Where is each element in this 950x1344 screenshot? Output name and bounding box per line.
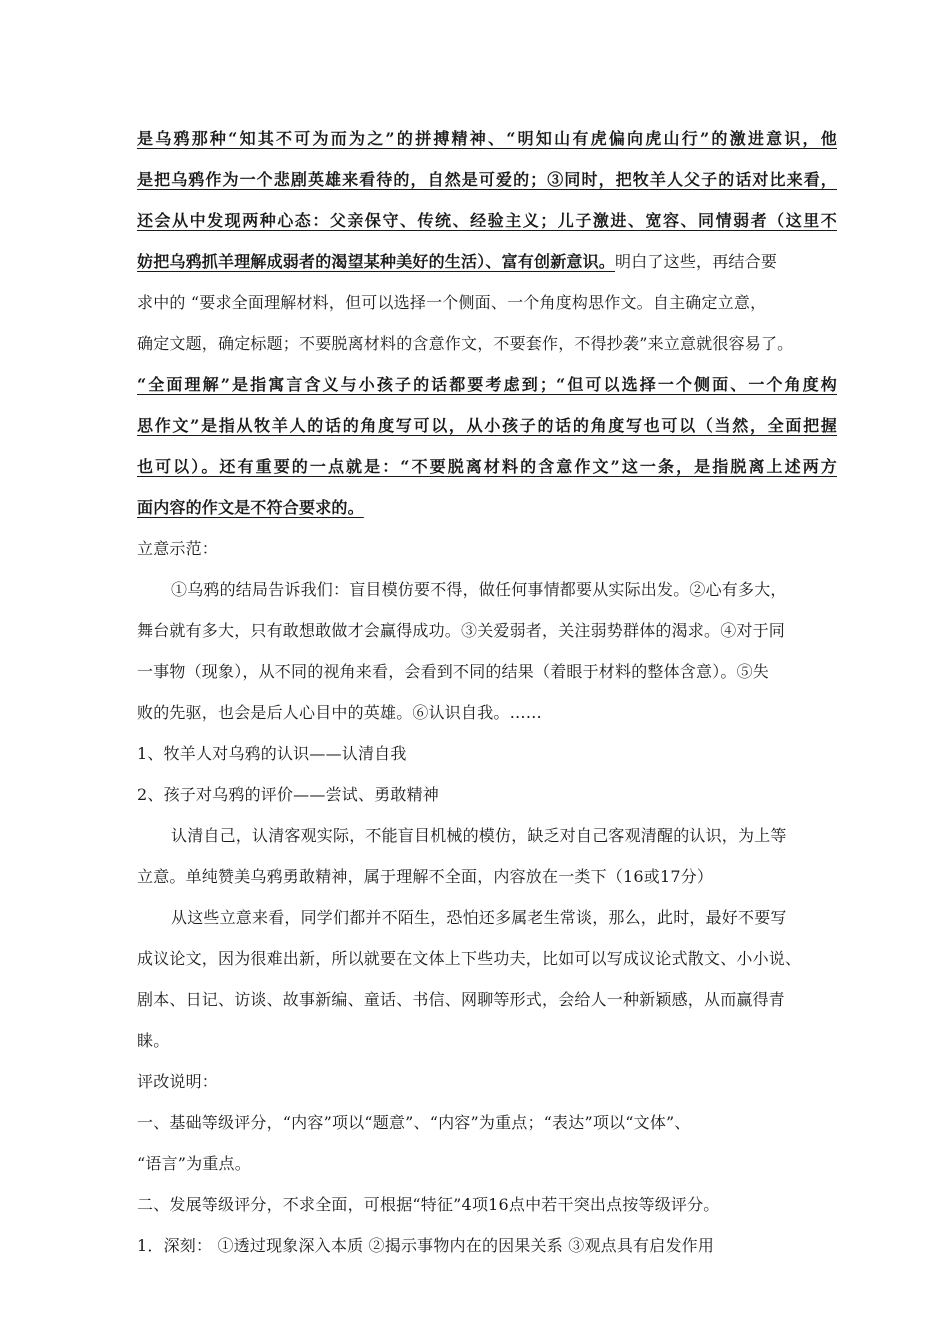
text-line: 败的先驱，也会是后人心目中的英雄。⑥认识自我。…… <box>137 703 543 722</box>
text-line: 面内容的作文是不符合要求的。 <box>137 498 364 517</box>
text-line: 成议论文，因为很难出新，所以就要在文体上下些功夫，比如可以写成议论式散文、小小说、 <box>137 949 802 968</box>
text-line: 是把乌鸦作为一个悲剧英雄来看待的，自然是可爱的；③同时，把牧羊人父子的话对比来看， <box>137 170 837 189</box>
text-line: 一事物（现象），从不同的视角来看，会看到不同的结果（着眼于材料的整体含意）。⑤失 <box>137 662 770 681</box>
analysis-paragraph <box>137 118 837 528</box>
text-line: 妨把乌鸦抓羊理解成弱者的渴望某种美好的生活）、富有创新意识。明白了这些，再结合要 <box>137 252 778 271</box>
text-line: 睐。 <box>137 1031 170 1050</box>
text-line: 求中的 “要求全面理解材料，但可以选择一个侧面、一个角度构思作文。自主确定立意， <box>137 293 767 312</box>
text-line: 也可以）。还有重要的一点就是：“不要脱离材料的含意作文”这一条，是指脱离上述两方 <box>137 457 837 476</box>
text-line: 舞台就有多大，只有敢想敢做才会赢得成功。③关爱弱者，关注弱势群体的渴求。④对于同 <box>137 621 786 640</box>
text-line: ①乌鸦的结局告诉我们：盲目模仿要不得，做任何事情都要从实际出发。②心有多大， <box>171 580 787 599</box>
paragraph-2 <box>137 815 837 897</box>
list <box>137 733 837 815</box>
text-line: 还会从中发现两种心态：父亲保守、传统、经验主义；儿子激进、宽容、同情弱者（这里不 <box>137 211 837 230</box>
section-heading-demo: 立意示范： <box>137 539 219 558</box>
text-line: “全面理解”是指寓言含义与小孩子的话都要考虑到；“但可以选择一个侧面、一个角度构 <box>137 375 837 394</box>
grading-paragraph <box>137 1102 837 1266</box>
text-line: 是乌鸦那种“知其不可为而为之”的拼搏精神、“明知山有虎偏向虎山行”的激进意识，他 <box>137 129 837 148</box>
text-line: 剧本、日记、访谈、故事新编、童话、书信、网聊等形式，会给人一种新颖感，从而赢得青 <box>137 990 786 1009</box>
text-line: 思作文”是指从牧羊人的话的角度写可以，从小孩子的话的角度写也可以（当然，全面把握 <box>137 416 837 435</box>
text-line: 立意。单纯赞美乌鸦勇敢精神，属于理解不全面，内容放在一类下（16或17分） <box>137 867 714 886</box>
text-line: 1．深刻： ①透过现象深入本质 ②揭示事物内在的因果关系 ③观点具有启发作用 <box>137 1236 715 1255</box>
demo-paragraph <box>137 569 837 733</box>
text-line: 确定文题，确定标题；不要脱离材料的含意作文，不要套作，不得抄袭”来立意就很容易了。 <box>137 334 794 353</box>
list-item: 2、孩子对乌鸦的评价——尝试、勇敢精神 <box>137 785 439 804</box>
paragraph-3 <box>137 897 837 1061</box>
text-line: 从这些立意来看，同学们都并不陌生，恐怕还多属老生常谈，那么，此时，最好不要写 <box>171 908 787 927</box>
section-heading-grading: 评改说明： <box>137 1072 219 1091</box>
document-page <box>137 118 837 1266</box>
list-item: 1、牧羊人对乌鸦的认识——认清自我 <box>137 744 407 763</box>
text-line: 二、发展等级评分，不求全面，可根据“特征”4项16点中若干突出点按等级评分。 <box>137 1195 720 1214</box>
text-line: 认清自己，认清客观实际，不能盲目机械的模仿，缺乏对自己客观清醒的认识，为上等 <box>171 826 787 845</box>
text-line: 一、基础等级评分，“内容”项以“题意”、“内容”为重点；“表达”项以“文体”、 <box>137 1113 691 1132</box>
text-line: “语言”为重点。 <box>137 1154 251 1173</box>
